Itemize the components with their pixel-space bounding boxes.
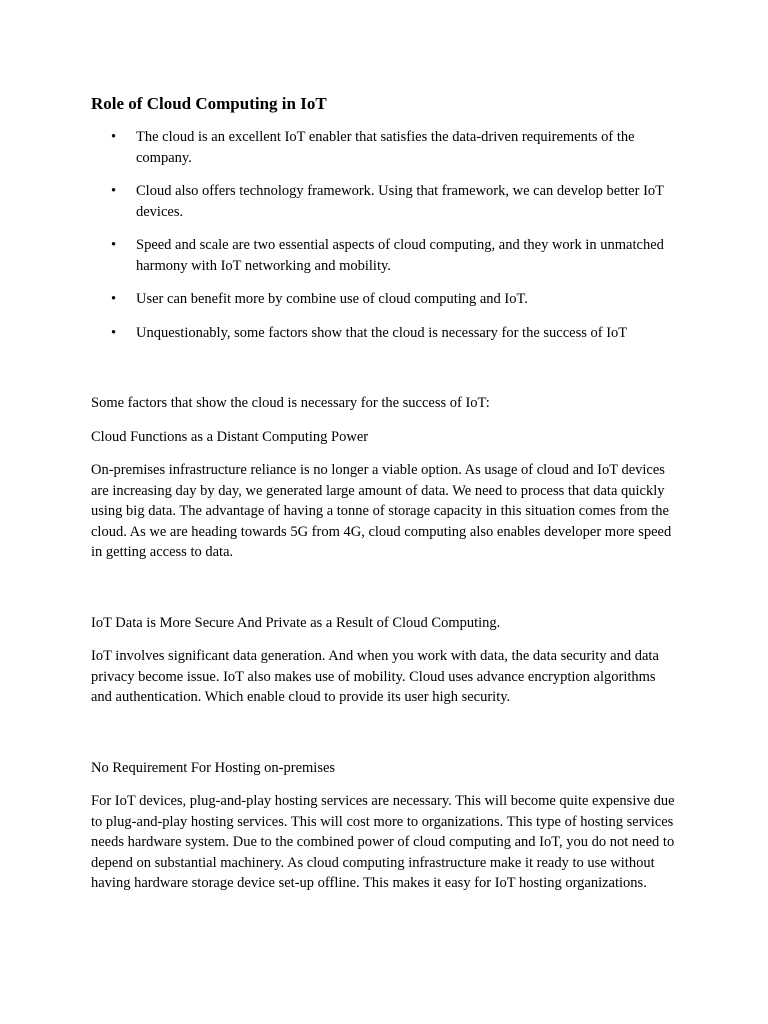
bullet-text: The cloud is an excellent IoT enabler that satisfies the data-driven requirements of the company. xyxy=(136,129,635,166)
bullet-marker: • xyxy=(111,183,117,199)
bullet-item xyxy=(91,289,675,310)
bullet-marker: • xyxy=(111,324,117,341)
document-title: Role of Cloud Computing in IoT xyxy=(91,94,327,113)
section-body-distant-computing: On-premises infrastructure reliance is no longer a viable option. As usage of cloud and IoT devices are increasing day by day, we generated large amount of data. We need to process that data quickly using big data. The advantage of having a tonne of storage capacity in this situation comes from the cloud. As we are heading towards 5G from 4G, cloud computing also enables developer more speed in getting access to data. xyxy=(91,462,672,560)
bullet-marker: • xyxy=(111,237,117,253)
bullet-item xyxy=(91,127,675,168)
bullet-text: Unquestionably, some factors show that the cloud is necessary for the success of IoT xyxy=(136,324,628,341)
section-body-no-hosting: For IoT devices, plug-and-play hosting services are necessary. This will become quite expensive due to plug-and-play hosting services. This will cost more to organizations. This type of hosting services needs hardware system. Due to the combined power of cloud computing and IoT, you do not need to depend on substantial machinery. As cloud computing infrastructure make it ready to use without having hardware storage device set-up offline. This makes it easy for IoT hosting organizations. xyxy=(91,793,675,891)
section-heading-distant-computing: Cloud Functions as a Distant Computing Power xyxy=(91,428,369,445)
section-heading-no-hosting: No Requirement For Hosting on-premises xyxy=(91,759,336,776)
section-body-secure-private: IoT involves significant data generation. And when you work with data, the data security and data privacy become issue. IoT also makes use of mobility. Cloud uses advance encryption algorithms and authentication. Which enable cloud to provide its user high security. xyxy=(91,648,659,705)
bullet-text: Cloud also offers technology framework. Using that framework, we can develop better IoT devices. xyxy=(136,183,664,220)
bullet-marker: • xyxy=(111,129,117,145)
bullet-item xyxy=(91,235,675,276)
factors-intro: Some factors that show the cloud is necessary for the success of IoT: xyxy=(91,395,490,411)
spacer xyxy=(91,356,675,393)
spacer xyxy=(91,721,675,758)
bullet-marker: • xyxy=(111,291,117,307)
bullet-item xyxy=(91,323,675,344)
spacer xyxy=(91,576,675,613)
bullet-text: User can benefit more by combine use of cloud computing and IoT. xyxy=(136,291,528,307)
section-heading-secure-private: IoT Data is More Secure And Private as a Result of Cloud Computing. xyxy=(91,614,501,631)
bullet-list xyxy=(91,127,675,343)
document-page xyxy=(91,93,675,907)
bullet-item xyxy=(91,181,675,222)
bullet-text: Speed and scale are two essential aspects of cloud computing, and they work in unmatched harmony with IoT networking and mobility. xyxy=(136,237,664,274)
